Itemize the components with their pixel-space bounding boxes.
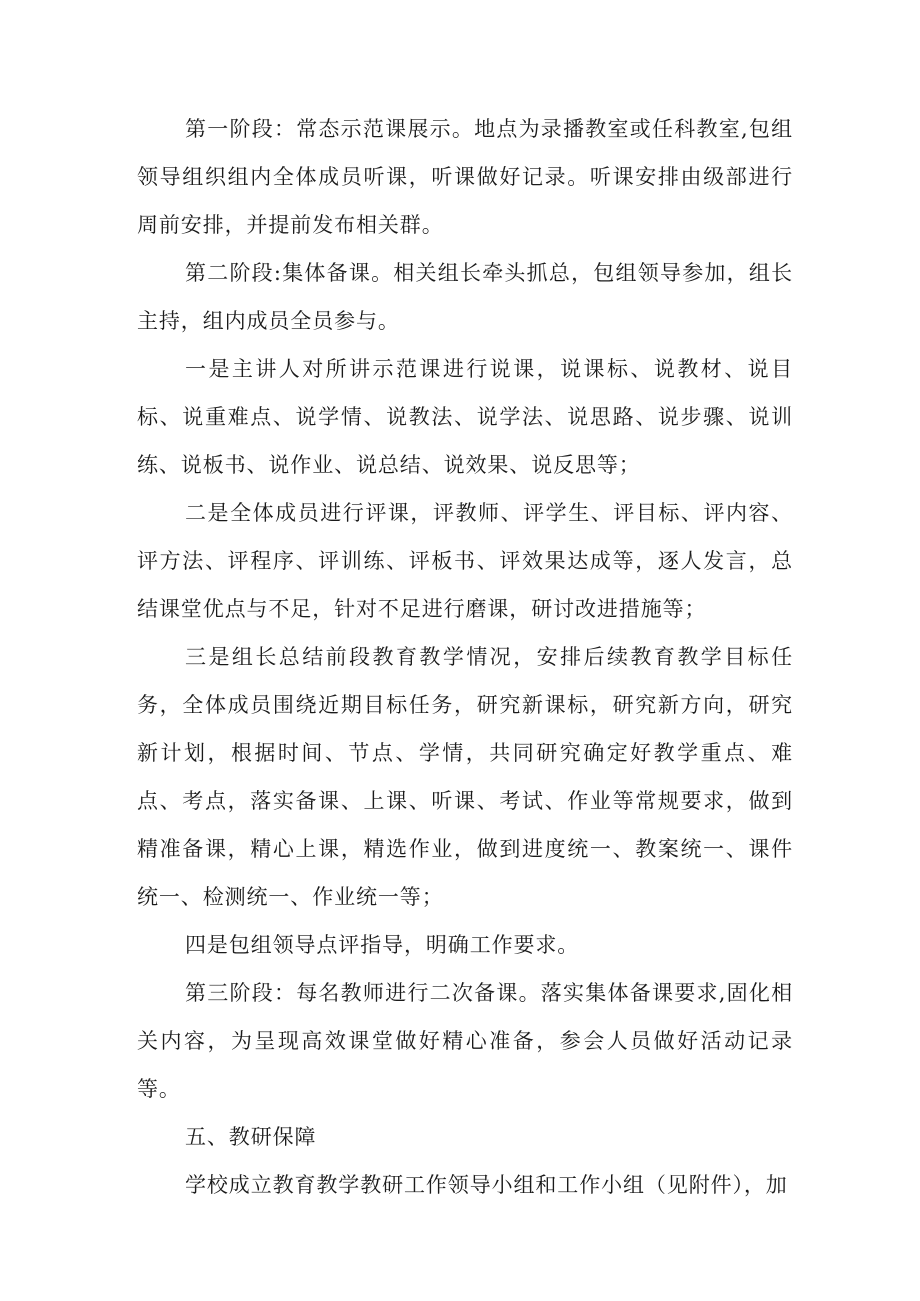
paragraph-stage-two: 第二阶段:集体备课。相关组长牵头抓总，包组领导参加，组长主持，组内成员全员参与。 <box>137 261 793 333</box>
paragraph-item-three: 三是组长总结前段教育教学情况，安排后续教育教学目标任务，全体成员围绕近期目标任务，研究新课标，研究新方向，研究新计划，根据时间、节点、学情，共同研究确定好教学重点、难点、考点，落实备课、上课、听课、考试、作业等常规要求，做到精准备课，精心上课，精选作业，做到进度统一、教案统一、课件统一、检测统一、作业统一等； <box>137 645 793 909</box>
paragraph-stage-three: 第三阶段：每名教师进行二次备课。落实集体备课要求,固化相关内容，为呈现高效课堂做好精心准备，参会人员做好活动记录等。 <box>137 981 793 1101</box>
paragraph-item-two: 二是全体成员进行评课，评教师、评学生、评目标、评内容、评方法、评程序、评训练、评板书、评效果达成等，逐人发言，总结课堂优点与不足，针对不足进行磨课，研讨改进措施等； <box>137 501 793 621</box>
section-heading: 五、教研保障 <box>185 1125 317 1149</box>
paragraph-item-four: 四是包组领导点评指导，明确工作要求。 <box>185 933 580 957</box>
paragraph-stage-one: 第一阶段：常态示范课展示。地点为录播教室或任科教室,包组领导组织组内全体成员听课，听课做好记录。听课安排由级部进行周前安排，并提前发布相关群。 <box>137 117 793 237</box>
document-page <box>137 105 793 1209</box>
paragraph-item-one: 一是主讲人对所讲示范课进行说课，说课标、说教材、说目标、说重难点、说学情、说教法、说学法、说思路、说步骤、说训练、说板书、说作业、说总结、说效果、说反思等； <box>137 357 793 477</box>
paragraph-last: 学校成立教育教学教研工作领导小组和工作小组（见附件），加 <box>185 1173 788 1197</box>
